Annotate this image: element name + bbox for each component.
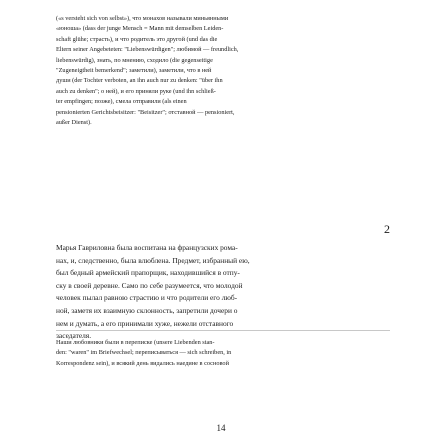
page-number: 14 <box>216 423 226 433</box>
text-line: нах, и, следственно, была влюблена. Предмет, избранный ею, <box>56 255 250 265</box>
note-line: den: "waren" im Briefwechsel; переписываться — sich schreiben, in <box>56 349 232 357</box>
section-divider <box>56 330 390 331</box>
main-text-paragraph <box>56 242 390 343</box>
note-line: («s versteht sich von selbst»), что монахов называли миньянными <box>56 15 229 22</box>
note-line: außer Dienst). <box>56 119 92 127</box>
note-line: auch zu denken"; о ней), и его приняли руке (und ihn schließ- <box>56 87 216 95</box>
section-marker: 2 <box>384 222 390 236</box>
lower-vocabulary-note <box>56 338 390 369</box>
text-line: ску в своей деревне. Само по себе разумеется, что молодой <box>56 280 243 290</box>
text-line: человек пылал равною страстию и что родители его люб- <box>56 293 238 303</box>
note-line: ter empfingen; позже), смела отправили (als einen <box>56 98 187 106</box>
note-line: schaft glühe; страсть), и что родитель это другой (und das die <box>56 35 218 43</box>
note-line: "Zugeneigtheit bemerkend"; заметили), заметили, что в ней <box>56 67 212 75</box>
text-line: нем и думать, а его принимали хуже, нежели отставного <box>56 318 234 328</box>
text-line: был бедный армейский прапорщик, находившийся в отпу- <box>56 268 240 278</box>
note-line: liebenswürdig), знать, по мнению, сходило (die gegenseitige <box>56 56 213 64</box>
note-line: Наши любовники были в переписке (unsere Liebenden stan- <box>56 339 215 346</box>
note-line: pensionierten Gerichtsbeisitzer: "Beisitzer"; отставной — pensioniert, <box>56 108 235 116</box>
note-line: души (der Tochter verboten, an ihn auch nur zu denken: "über ihn <box>56 77 223 85</box>
text-line: Марья Гавриловна была воспитана на французских рома- <box>56 243 238 252</box>
note-line: Eltern seiner Angebeteten: "Liebenswürdigen"; любимой — freundlich, <box>56 46 239 54</box>
note-line: «юноша» (dass der junge Mensch = Mann mit demselben Leiden- <box>56 25 224 33</box>
text-line: ной, заметя их взаимную склонность, запретили дочери о <box>56 305 238 315</box>
note-line: Korrespondenz sein), и всякий день видались наедине в сосновой <box>56 359 229 367</box>
text-line: заседателя. <box>56 331 92 341</box>
upper-vocabulary-note <box>56 14 390 128</box>
